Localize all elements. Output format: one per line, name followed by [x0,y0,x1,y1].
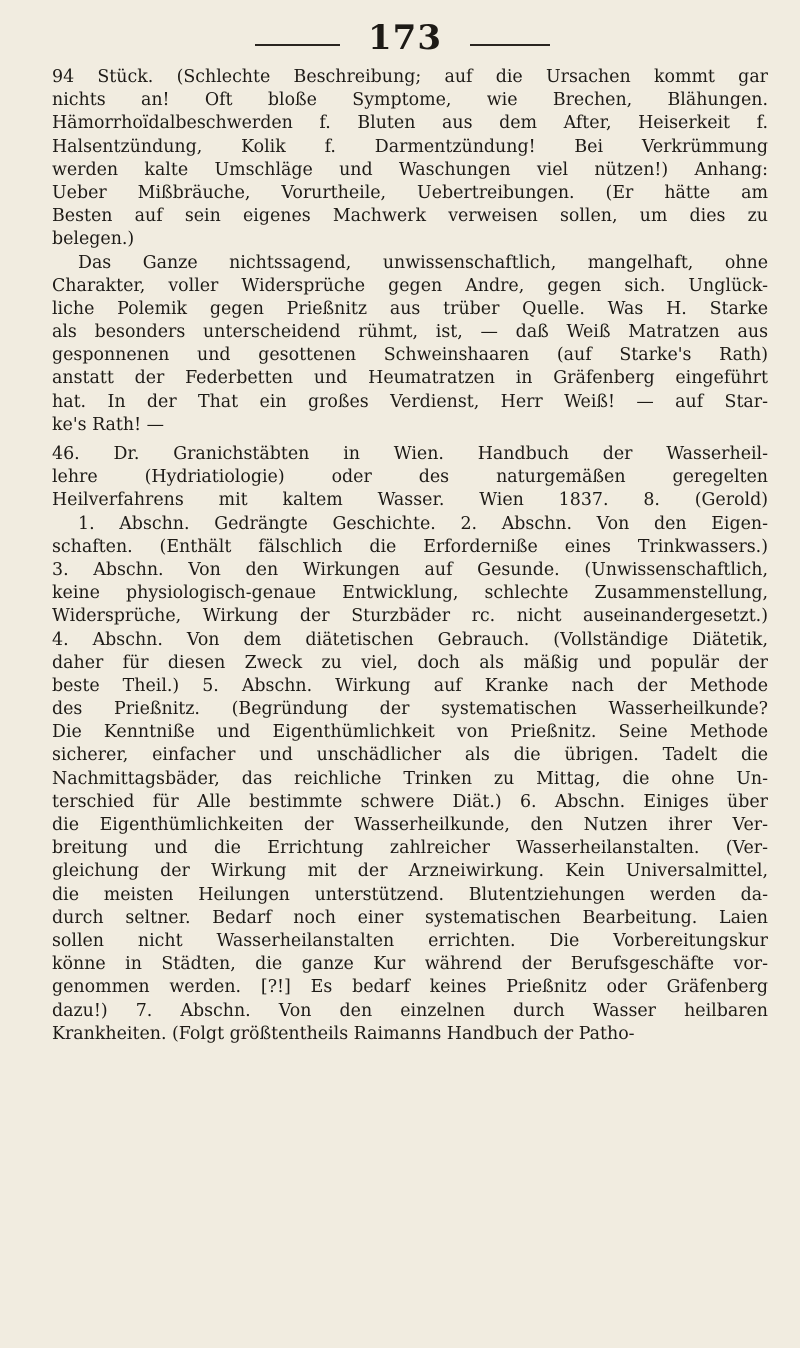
text-line: genommen werden. [?!] Es bedarf keines Prießnitz oder Gräfenberg [52,977,768,998]
text-line: 46. Dr. Granichstäbten in Wien. Handbuch der Wasserheil- [52,444,768,464]
text-line: terschied für Alle bestimmte schwere Diät.) 6. Abschn. Einiges über [52,791,768,812]
text-line: liche Polemik gegen Prießnitz aus trüber Quelle. Was H. Starke [52,298,768,319]
text-line: 4. Abschn. Von dem diätetischen Gebrauch. (Vollständige Diätetik, [52,629,768,650]
body-text [52,66,768,1046]
text-line: nichts an! Oft bloße Symptome, wie Brechen, Blähungen. [52,90,768,111]
entry-46-paragraph [52,443,768,1046]
text-line: Nachmittagsbäder, das reichliche Trinken zu Mittag, die ohne Un- [52,768,768,789]
text-line: belegen.) [52,229,135,250]
text-line: die Eigenthümlichkeiten der Wasserheilkunde, den Nutzen ihrer Ver- [52,815,768,835]
text-line: durch seltner. Bedarf noch einer systematischen Bearbeitung. Laien [52,907,768,928]
text-line: Widersprüche, Wirkung der Sturzbäder rc. nicht auseinandergesetzt.) [52,606,768,627]
text-line: 1. Abschn. Gedrängte Geschichte. 2. Abschn. Von den Eigen- [78,513,768,534]
text-line: gleichung der Wirkung mit der Arzneiwirkung. Kein Universalmittel, [52,861,768,882]
entry-94-paragraph [52,66,768,437]
text-line: sicherer, einfacher und unschädlicher als die übrigen. Tadelt die [52,745,768,766]
text-line: könne in Städten, die ganze Kur während der Berufsgeschäfte vor- [52,954,768,975]
text-line: 3. Abschn. Von den Wirkungen auf Gesunde. (Unwissenschaftlich, [52,559,768,580]
text-line: Besten auf sein eigenes Machwerk verweisen sollen, um dies zu [52,206,768,227]
text-line: Charakter, voller Widersprüche gegen Andre, gegen sich. Unglück- [52,275,768,296]
text-line: hat. In der That ein großes Verdienst, Herr Weiß! — auf Star- [52,391,768,412]
text-line: werden kalte Umschläge und Waschungen viel nützen!) Anhang: [52,159,768,180]
text-line: ke's Rath! — [52,414,165,435]
header-rule-left [255,44,340,46]
text-line: Halsentzündung, Kolik f. Darmentzündung! Bei Verkrümmung [52,136,768,157]
text-line: des Prießnitz. (Begründung der systematischen Wasserheilkunde? [52,699,768,720]
text-line: lehre (Hydriatiologie) oder des naturgemäßen geregelten [52,467,768,488]
text-line: keine physiologisch-genaue Entwicklung, schlechte Zusammenstellung, [52,583,768,604]
text-line: daher für diesen Zweck zu viel, doch als mäßig und populär der [52,652,768,673]
text-line: breitung und die Errichtung zahlreicher Wasserheilanstalten. (Ver- [52,838,768,859]
text-line: beste Theil.) 5. Abschn. Wirkung auf Kranke nach der Methode [52,675,768,696]
page-header [0,14,800,58]
text-line: Das Ganze nichtssagend, unwissenschaftlich, mangelhaft, ohne [78,252,768,273]
text-line: Heilverfahrens mit kaltem Wasser. Wien 1837. 8. (Gerold) [52,490,768,511]
text-line: Ueber Mißbräuche, Vorurtheile, Uebertreibungen. (Er hätte am [52,182,768,203]
text-line: gesponnenen und gesottenen Schweinshaaren (auf Starke's Rath) [52,345,768,366]
text-line: 94 Stück. (Schlechte Beschreibung; auf die Ursachen kommt gar [52,67,768,87]
text-line: schaften. (Enthält fälschlich die Erforderniße eines Trinkwassers.) [52,536,768,557]
text-line: als besonders unterscheidend rühmt, ist, — daß Weiß Matratzen aus [52,322,768,343]
page-number: 173 [368,18,442,58]
text-line: Krankheiten. (Folgt größtentheils Raimanns Handbuch der Patho- [52,1023,635,1044]
text-line: Die Kenntniße und Eigenthümlichkeit von Prießnitz. Seine Methode [52,722,768,743]
header-rule-right [470,44,550,46]
text-line: die meisten Heilungen unterstützend. Blutentziehungen werden da- [52,884,768,905]
text-line: Hämorrhoïdalbeschwerden f. Bluten aus dem After, Heiserkeit f. [52,113,768,134]
text-line: dazu!) 7. Abschn. Von den einzelnen durch Wasser heilbaren [52,1000,768,1021]
text-line: sollen nicht Wasserheilanstalten errichten. Die Vorbereitungskur [52,930,768,951]
text-line: anstatt der Federbetten und Heumatratzen in Gräfenberg eingeführt [52,368,768,389]
